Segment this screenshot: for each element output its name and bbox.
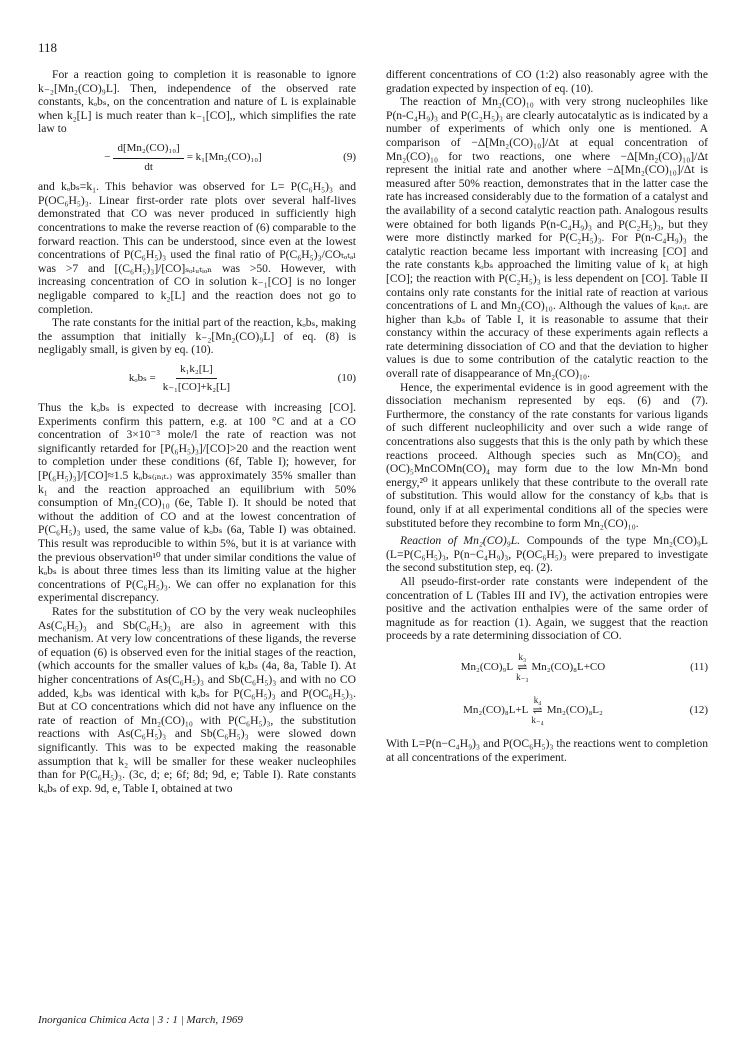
- paragraph: Hence, the experimental evidence is in good agreement with the dissociation mechanism represented by eqs. (6) and (7). Furthermore, the constancy of the rate constants for various ligands of such different nucleophilicity and over such a wide range of concentrations also suggests that this is the only path by which these reactions proceed. Although species such as Mn(CO)₅ and (OC)₅MnCOMn(CO)₄ may form due to the low Mn-Mn bond energy,²⁰ it appears unlikely that these contribute to the overall rate of substitution. This would allow for the constancy of kₒbₛ that is found, only if at all experimental conditions all of the species were substituted before they recombine to form Mn₂(CO)₁₀.: [386, 380, 708, 530]
- eq10-lhs: kₒbₛ =: [128, 372, 156, 385]
- paragraph: All pseudo-first-order rate constants were independent of the concentration of L (Tables III and IV), the activation entropies were positive and the activation enthalpies were of the same order of magnitude as for reaction (1). Again, we suggest that the reaction proceeds by a rate determining dissociation of CO.: [386, 574, 708, 643]
- eq12-arrows: [531, 696, 543, 725]
- equilibrium-arrow-icon: ⇌: [517, 659, 528, 674]
- paragraph: The reaction of Mn₂(CO)₁₀ with very strong nucleophiles like P(n-C₄H₉)₃ and P(C₂H₅)₃ are clearly autocatalytic as is indicated by a number of experiments of which only one is mentioned. A comparison of −Δ[Mn₂(CO)₁₀]/Δt at equal concentration of Mn₂(CO)₁₀ for two reactions, one where −Δ[Mn₂(CO)₁₀]/Δt represent the initial rate and another where −Δ[Mn₂(CO)₁₀]/Δt is measured after 50% reaction, demonstrates that in the latter case the rate has increased considerably due to the formation of a catalyst and the availability of a second catalytic reaction path. Analogous results were obtained for both ligands P(n-C₄H₉)₃ and P(C₂H₅)₃, but they were more distinctly marked for P(C₂H₅)₃. For P(n-C₄H₉)₃ the catalytic reaction became less important with increasing [CO] and the rate constants kₒbₛ approached the limiting value of k₁ at high [CO]; the reaction with P(C₂H₅)₃ is less dependent on [CO]. Table II contains only rate constants for the initial rate of reaction at various concentrations of L and Mn₂(CO)₁₀. Although the values of kᵢₙᵢₜ. are higher than kₒbₛ of Table I, it is reasonable to assume that their constancy within the accuracy of these experiments again reflects a rate determining dissociation of CO and that the deviation to higher values is due to some contribution of the catalytic reaction to the overall rate of disappearance of Mn₂(CO)₁₀.: [386, 95, 708, 381]
- eq9-sign: −: [104, 151, 111, 164]
- paragraph: Thus the kₒbₛ is expected to decrease with increasing [CO]. Experiments confirm this pattern, e.g. at 100 °C and at a CO concentration of 3×10⁻³ mole/l the rate of reaction was not significantly retarded for [P(₆H₅)₃]/[CO]>20 and the reaction went to completion under these conditions (6f, Table I); however, for [P(₆H₅)₃]/[CO]≈1.5 kₒbₛ₍ᵢₙᵢₜ.₎ was approximately 35% smaller than k₁ and the reaction approached an equilibrium with 50% consumption of Mn₂(CO)₁₀ (6e, Table I). It should be noted that without the addition of CO and at the lowest concentration of P(C₆H₅)₃ used, the same value of kₒbₛ (6a, Table I) was obtained. This result was reproducible to within 5%, but it is at variance with the previous observation¹⁰ that under similar conditions the value of kₒbₛ is about three times less than its limiting value at the higher concentrations of P(C₆H₅)₃. We can offer no explanation for this experimental discrepancy.: [38, 401, 356, 605]
- paragraph: With L=P(n−C₄H₉)₃ and P(OC₆H₅)₃ the reactions went to completion at all concentrations of the experiment.: [386, 736, 708, 764]
- section-text: Compounds of the type Mn₂(CO)₉L (L=P(C₆H₅)₃, P(n−C₄H₉)₃, P(OC₆H₅)₃ were prepared to investigate the second substitution step, eq. (2).: [386, 534, 708, 575]
- eq11-rhs: Mn₂(CO)₈L+CO: [531, 660, 606, 673]
- journal-footer: Inorganica Chimica Acta | 3 : 1 | March, 1969: [38, 1014, 243, 1026]
- paragraph: For a reaction going to completion it is reasonable to ignore k₋₂[Mn₂(CO)₉L]. Then, independence of the observed rate constants, kₒbₛ, on the concentration and nature of L is explainable when k₂[L] is much reater than k₋₁[CO],, which simplifies the rate law to: [38, 68, 356, 136]
- paragraph: different concentrations of CO (1:2) also reasonably agree with the gradation expected by inspection of eq. (10).: [386, 68, 708, 95]
- paragraph: [386, 534, 708, 575]
- eq9-denominator: dt: [144, 160, 153, 173]
- eq10-denominator: k₋₁[CO]+k₂[L]: [162, 381, 231, 394]
- eq11-k-reverse: k₋₃: [516, 671, 529, 682]
- eq12-number: (12): [689, 703, 708, 716]
- eq12-rhs: Mn₂(CO)₈L₂: [546, 703, 603, 716]
- equation-12: [386, 696, 708, 725]
- eq10-fraction: [159, 363, 234, 395]
- paragraph: The rate constants for the initial part of the reaction, kₒbₛ, making the assumption that initially k₋₂[Mn₂(CO)₉L] of eq. (8) is negligably small, is given by eq. (10).: [38, 316, 356, 357]
- eq10-numerator: k₁k₂[L]: [176, 363, 217, 380]
- eq11-k-forward: k₃: [518, 651, 527, 662]
- right-column: [386, 68, 708, 764]
- eq12-k-forward: k₄: [533, 694, 542, 705]
- section-title: Reaction of Mn₂(CO)₉L.: [400, 534, 521, 548]
- equilibrium-arrow-icon: ⇌: [532, 702, 543, 717]
- paragraph: and kₒbₛ=k₁. This behavior was observed for L= P(C₆H₅)₃ and P(OC₆H₅)₃. Linear first-order rate plots over several half-lives demonstrated that CO was never produced in sufficiently high concentrations to make the reverse reaction of (6) comparable to the forward reaction. This can be understood, since even at the lowest concentrations of P(C₆H₅)₃ used the final ratio of P(C₆H₅)₃/COₜₒₜₐₗ was >7 and [(C₆H₅)₃]/[CO]ₛₒₗᵤₜᵢₒₙ was >50. However, with increasing concentration of CO in solution k₋₁[CO] is no longer negligable compared to k₂[L] and the reaction does not go to completion.: [38, 180, 356, 316]
- equation-9: [38, 142, 356, 174]
- eq9-fraction: [113, 142, 183, 174]
- eq9-number: (9): [343, 151, 356, 164]
- left-column: [38, 68, 356, 795]
- equation-11: [386, 653, 708, 682]
- eq12-lhs: Mn₂(CO)₈L+L: [463, 703, 529, 716]
- eq9-rhs: = k₁[Mn₂(CO)₁₀]: [186, 151, 262, 164]
- eq10-number: (10): [337, 372, 356, 385]
- eq11-lhs: Mn₂(CO)₉L: [460, 660, 514, 673]
- eq9-numerator: d[Mn₂(CO)₁₀]: [113, 142, 183, 159]
- eq12-k-reverse: k₋₄: [531, 714, 544, 725]
- paragraph: Rates for the substitution of CO by the very weak nucleophiles As(C₆H₅)₃ and Sb(C₆H₅)₃ are also in agreement with this mechanism. At very low concentrations of these ligands, the reverse of equation (6) is observed even for the initial stages of the reaction, (which accounts for the smaller values of kₒbₛ (4a, 8a, Table I). At higher concentrations of As(C₆H₅)₃ and Sb(C₆H₅)₃ and with no CO added, kₒbₛ was identical with kₒbₛ for P(C₆H₅)₃ and P(OC₆H₅)₃. But at CO concentrations which did not have any influence on the rate of reaction of Mn₂(CO)₁₀ with P(C₆H₅)₃, the substitution reactions with As(C₆H₅)₃ and Sb(C₆H₅)₃ were slowed down significantly. This was to be expected making the reasonable assumption that k₂ will be smaller for these weaker nucleophiles than for P(C₆H₅)₃. (3c, d; e; 6f; 8d; 9d, e; Table I). Rate constants kₒbₛ of exp. 9d, e, Table I, obtained at two: [38, 604, 356, 795]
- eq11-number: (11): [690, 660, 708, 673]
- eq11-arrows: [516, 653, 528, 682]
- equation-10: [38, 363, 356, 395]
- page-number: 118: [38, 40, 58, 55]
